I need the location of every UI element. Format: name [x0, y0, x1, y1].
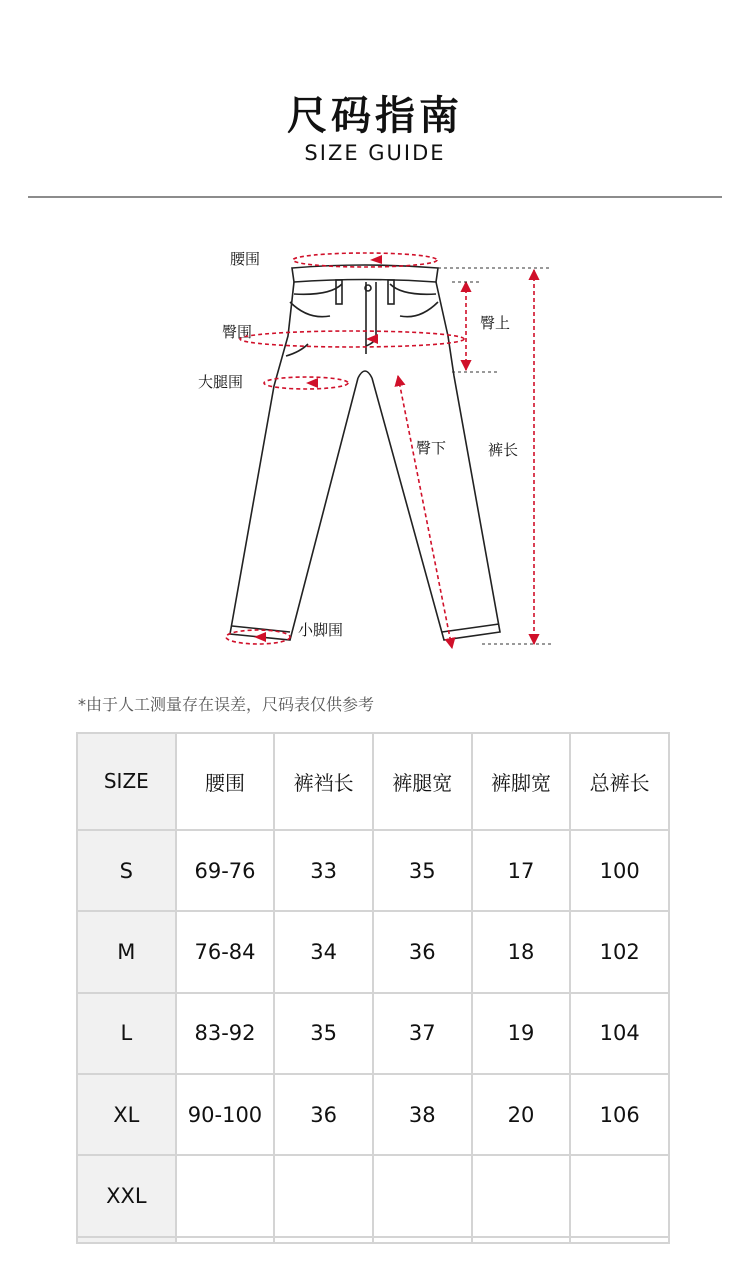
page-title: 尺码指南 — [287, 93, 463, 139]
cell — [570, 1155, 669, 1236]
cell: 35 — [373, 830, 472, 911]
cell: 37 — [373, 993, 472, 1074]
cell — [472, 1237, 571, 1243]
header-length: 总裤长 — [570, 733, 669, 830]
cell: 19 — [472, 993, 571, 1074]
cell — [274, 1155, 373, 1236]
table-row — [77, 993, 669, 1074]
table-row — [77, 830, 669, 911]
table-row — [77, 1074, 669, 1155]
cell — [373, 1237, 472, 1243]
label-hem: 小脚围 — [298, 621, 344, 639]
page-subtitle: SIZE GUIDE — [304, 141, 446, 165]
cell: 90-100 — [176, 1074, 275, 1155]
disclaimer-note: *由于人工测量存在误差，尺码表仅供参考 — [78, 695, 375, 714]
table-row — [77, 1237, 669, 1243]
cell: 106 — [570, 1074, 669, 1155]
cell: 69-76 — [176, 830, 275, 911]
cell: 104 — [570, 993, 669, 1074]
label-front-rise: 臀上 — [480, 314, 511, 332]
label-length: 裤长 — [488, 441, 519, 459]
label-waist: 腰围 — [230, 250, 261, 268]
cell: S — [77, 830, 176, 911]
cell: 83-92 — [176, 993, 275, 1074]
size-table — [76, 732, 670, 1244]
cell — [472, 1155, 571, 1236]
cell: 33 — [274, 830, 373, 911]
pants-diagram — [190, 236, 560, 666]
divider — [28, 196, 722, 198]
header-rise: 裤裆长 — [274, 733, 373, 830]
cell: M — [77, 911, 176, 992]
header-size: SIZE — [77, 733, 176, 830]
pants-outline — [230, 265, 500, 640]
label-hip: 臀围 — [222, 323, 253, 341]
cell: 20 — [472, 1074, 571, 1155]
cell: XL — [77, 1074, 176, 1155]
table-row — [77, 1155, 669, 1236]
table-header-row — [77, 733, 669, 830]
cell: 17 — [472, 830, 571, 911]
cell — [77, 1237, 176, 1243]
cell: 76-84 — [176, 911, 275, 992]
cell: 35 — [274, 993, 373, 1074]
cell — [176, 1155, 275, 1236]
cell: 100 — [570, 830, 669, 911]
cell — [570, 1237, 669, 1243]
label-thigh: 大腿围 — [198, 373, 244, 391]
cell: 102 — [570, 911, 669, 992]
header-hem-width: 裤脚宽 — [472, 733, 571, 830]
cell: 18 — [472, 911, 571, 992]
cell: 38 — [373, 1074, 472, 1155]
label-back-rise: 臀下 — [416, 439, 447, 457]
cell: XXL — [77, 1155, 176, 1236]
cell: L — [77, 993, 176, 1074]
measure-arrows — [254, 255, 382, 642]
cell: 34 — [274, 911, 373, 992]
cell: 36 — [274, 1074, 373, 1155]
header-leg-width: 裤腿宽 — [373, 733, 472, 830]
cell: 36 — [373, 911, 472, 992]
table-row — [77, 911, 669, 992]
cell — [274, 1237, 373, 1243]
cell — [176, 1237, 275, 1243]
header-waist: 腰围 — [176, 733, 275, 830]
cell — [373, 1155, 472, 1236]
